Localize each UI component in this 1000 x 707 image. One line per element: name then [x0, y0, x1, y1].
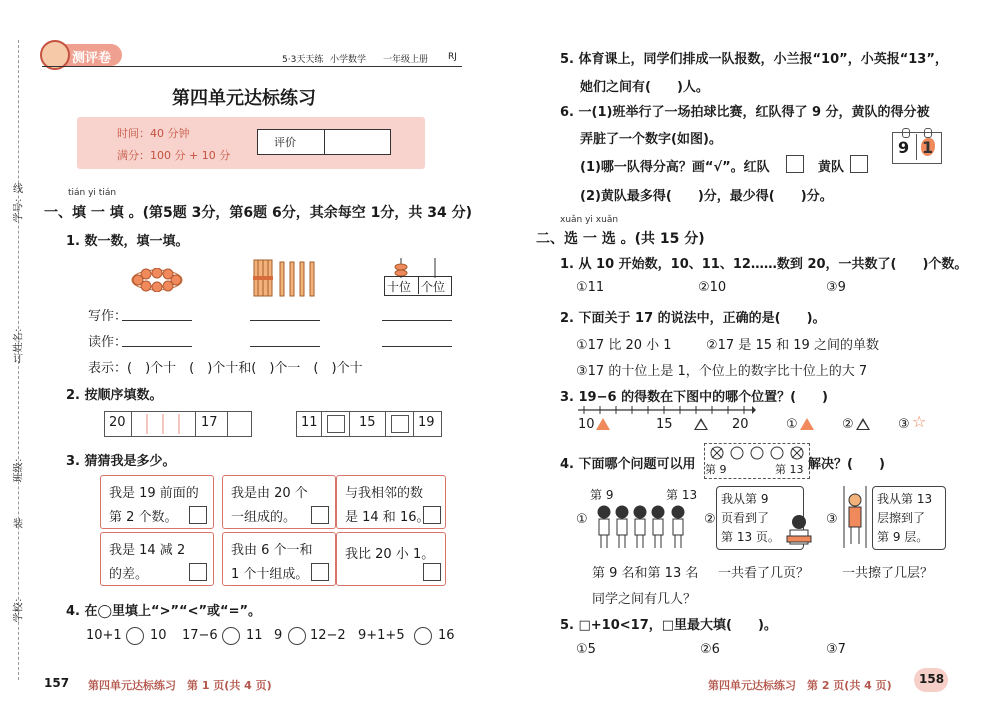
- gutter-number-label: 学号：: [13, 192, 25, 223]
- compare-circle[interactable]: [222, 627, 240, 645]
- abacus-image: [384, 258, 452, 296]
- compare-expr: 17−6: [182, 628, 218, 643]
- write-blank-1[interactable]: [122, 320, 192, 321]
- q6-line1: 6. 一(1)班举行了一场拍球比赛，红队得了 9 分，黄队的得分被: [560, 105, 930, 120]
- triangle-option-icon: [800, 418, 814, 430]
- q6-line2: 弄脏了一个数字(如图)。: [580, 132, 722, 147]
- guess-text: 一组成的。: [231, 510, 297, 525]
- scoreboard-image: [892, 128, 942, 164]
- guess-answer-box[interactable]: [311, 506, 329, 524]
- seq2-blank[interactable]: [327, 415, 345, 433]
- compare-expr: 11: [246, 628, 263, 643]
- sticks-image: [252, 258, 322, 298]
- s2-q5-option[interactable]: ③7: [826, 642, 846, 657]
- guess-card: [222, 532, 336, 586]
- s2-q4-option[interactable]: ①: [576, 512, 588, 527]
- bubble-text: 页看到了: [721, 511, 770, 525]
- s2-q4-caption: 同学之间有几人？: [592, 592, 697, 607]
- s2-q5: 5. □+10<17，□里最大填( )。: [560, 618, 777, 633]
- guess-text: 我是 14 减 2: [109, 543, 186, 558]
- guess-text: 与我相邻的数: [345, 486, 424, 501]
- badge-label: 测评卷: [72, 51, 112, 66]
- guess-text: 第 2 个数。: [109, 510, 178, 525]
- s2-q4-option[interactable]: ③: [826, 512, 838, 527]
- header-subject: 小学数学: [330, 55, 367, 65]
- seq2-cell: 19: [418, 415, 435, 430]
- seq2-cell: 15: [359, 415, 376, 430]
- gutter-school-label: 学校：: [13, 592, 25, 623]
- show-row: 表示：( )个十 ( )个十和( )个一 ( )个十: [88, 361, 363, 376]
- window-cleaner-image: [840, 486, 870, 548]
- gutter-seal: 订: [13, 354, 23, 365]
- q5-line2: 她们之间有( )人。: [580, 80, 709, 95]
- right-page-badge: [914, 668, 948, 692]
- abacus-tens-label: 十位: [387, 280, 412, 294]
- s2-q4-b: 解决？( ): [808, 457, 885, 472]
- guess-text: 我是由 20 个: [231, 486, 308, 501]
- write-label: 写作：: [88, 309, 128, 324]
- q5-line1: 5. 体育课上，同学们排成一队报数，小兰报“10”，小英报“13”，: [560, 52, 948, 67]
- s2-q3: 3. 19−6 的得数在下图中的哪个位置？( ): [560, 390, 828, 405]
- guess-text: 我比 20 小 1。: [345, 547, 435, 562]
- s2-q4-caption: 一共擦了几层？: [842, 566, 934, 581]
- right-page-number: 158: [919, 672, 945, 686]
- bubble-text: 层擦到了: [877, 511, 926, 525]
- eval-box: [257, 129, 391, 155]
- gutter-class-label: 班级：: [13, 452, 25, 483]
- s2-q1-option[interactable]: ②10: [698, 280, 727, 295]
- write-blank-2[interactable]: [250, 320, 320, 321]
- compare-expr: 16: [438, 628, 455, 643]
- tick-label: 10: [578, 417, 595, 432]
- bubble-text: 我从第 9: [721, 492, 769, 506]
- guess-answer-box[interactable]: [189, 563, 207, 581]
- read-blank-3[interactable]: [382, 346, 452, 347]
- header-grade: 一年级上册: [383, 55, 429, 65]
- s2-q4-caption: 第 9 名和第 13 名: [592, 566, 699, 581]
- badge-left-label: 第 9: [705, 463, 727, 476]
- q3-stem: 3. 猜猜我是多少。: [66, 454, 176, 469]
- guess-text: 我是 19 前面的: [109, 486, 199, 501]
- info-box: [77, 117, 425, 169]
- header-edition: RJ: [448, 52, 457, 62]
- header-series: 5·3天天练: [282, 55, 324, 65]
- children-line-image: [594, 504, 698, 550]
- bubble-text: 我从第 13: [877, 492, 933, 506]
- hollow-triangle-option-icon: [856, 418, 870, 430]
- compare-circle[interactable]: [288, 627, 306, 645]
- guess-answer-box[interactable]: [423, 506, 441, 524]
- sequence-2: [296, 411, 442, 437]
- gutter-seal: 线: [13, 184, 23, 195]
- compare-expr: 10+1: [86, 628, 122, 643]
- write-blank-3[interactable]: [382, 320, 452, 321]
- sec1-title: 一、填 一 填 。(第5题 3分，第6题 6分，其余每空 1分，共 34 分): [44, 205, 472, 221]
- compare-expr: 9: [274, 628, 283, 643]
- guess-card: [336, 475, 446, 529]
- q4-stem: 4. 在◯里填上“>”“<”或“=”。: [66, 604, 262, 619]
- gutter-name-label: 姓名：: [13, 322, 25, 353]
- guess-text: 1 个十组成。: [231, 567, 309, 582]
- guess-card: [336, 532, 446, 586]
- guess-card: [100, 532, 214, 586]
- seq2-cell: 11: [301, 415, 318, 430]
- tick-label: 20: [732, 417, 749, 432]
- guess-answer-box[interactable]: [189, 506, 207, 524]
- compare-expr: 9+1+5: [358, 628, 405, 643]
- circles-diagram: [704, 443, 810, 479]
- s2-q2: 2. 下面关于 17 的说法中，正确的是( )。: [560, 311, 826, 326]
- seq1-cell: 17: [201, 415, 218, 430]
- bubble-text: 第 13 页。: [721, 530, 780, 544]
- compare-circle[interactable]: [126, 627, 144, 645]
- abacus-ones-label: 个位: [421, 280, 446, 294]
- binding-gutter: [0, 0, 30, 707]
- s2-q3-option[interactable]: ②: [842, 417, 854, 432]
- yellow-team-label: 黄队: [818, 160, 845, 175]
- page-title: 第四单元达标练习: [172, 88, 316, 109]
- s2-q4-option[interactable]: ②: [704, 512, 716, 527]
- guess-answer-box[interactable]: [311, 563, 329, 581]
- s2-q2-option[interactable]: ③17 的十位上是 1，个位上的数字比十位上的大 7: [576, 364, 868, 379]
- s2-q3-option[interactable]: ①: [786, 417, 798, 432]
- kid-label: 第 9: [590, 488, 614, 502]
- eval-label: 评价: [274, 136, 296, 149]
- triangle-marker-icon: [596, 418, 610, 430]
- read-label: 读作：: [88, 335, 128, 350]
- seq1-cell: 20: [109, 415, 126, 430]
- s2-q4-a: 4. 下面哪个问题可以用: [560, 457, 696, 472]
- score-info: 满分：100 分 + 10 分: [117, 149, 231, 162]
- guess-text: 是 14 和 16。: [345, 510, 430, 525]
- scoreboard-tens: 9: [898, 138, 910, 157]
- read-blank-1[interactable]: [122, 346, 192, 347]
- compare-circle[interactable]: [414, 627, 432, 645]
- bubble-text: 第 9 层。: [877, 530, 929, 544]
- s2-q1-option[interactable]: ③9: [826, 280, 846, 295]
- left-footer-text: 第四单元达标练习 第 1 页(共 4 页): [88, 679, 272, 692]
- speech-bubble: [872, 486, 946, 550]
- guess-card: [222, 475, 336, 529]
- s2-q2-option[interactable]: ①17 比 20 小 1: [576, 338, 672, 353]
- guess-answer-box[interactable]: [423, 563, 441, 581]
- s2-q2-option[interactable]: ②17 是 15 和 19 之间的单数: [706, 338, 879, 353]
- s2-q1-option[interactable]: ①11: [576, 280, 605, 295]
- tick-label: 15: [656, 417, 673, 432]
- s2-q1: 1. 从 10 开始数，10、11、12……数到 20，一共数了( )个数。: [560, 257, 968, 272]
- s2-q4-caption: 一共看了几页？: [718, 566, 810, 581]
- yellow-team-checkbox[interactable]: [850, 155, 868, 173]
- star-option-icon: ☆: [912, 412, 927, 431]
- right-footer-text: 第四单元达标练习 第 2 页(共 4 页): [708, 679, 892, 692]
- q6-sub2: (2)黄队最多得( )分，最少得( )分。: [580, 189, 833, 204]
- kid-label: 第 13: [666, 488, 698, 502]
- guess-card: [100, 475, 214, 529]
- s2-q5-option[interactable]: ①5: [576, 642, 596, 657]
- number-line: [576, 404, 756, 432]
- s2-q5-option[interactable]: ②6: [700, 642, 720, 657]
- read-blank-2[interactable]: [250, 346, 320, 347]
- guess-text: 我由 6 个一和: [231, 543, 313, 558]
- compare-expr: 10: [150, 628, 167, 643]
- bead-ring-image: [130, 268, 184, 292]
- header-badge: [42, 44, 122, 66]
- q1-stem: 1. 数一数，填一填。: [66, 234, 189, 249]
- gutter-seal: 装: [13, 519, 23, 530]
- hollow-triangle-marker-icon: [694, 418, 708, 430]
- scoreboard-ones: 1: [922, 138, 934, 157]
- guess-text: 的差。: [109, 567, 149, 582]
- reading-girl-image: [784, 514, 814, 548]
- time-info: 时间：40 分钟: [117, 127, 190, 140]
- q6-sub1: (1)哪一队得分高？画“√”。红队: [580, 160, 770, 175]
- seq2-blank[interactable]: [391, 415, 409, 433]
- q2-stem: 2. 按顺序填数。: [66, 388, 163, 403]
- sec1-pinyin: tián yi tián: [68, 188, 117, 198]
- sec2-title: 二、选 一 选 。(共 15 分): [536, 231, 705, 247]
- seq1-blank[interactable]: [132, 414, 194, 434]
- compare-expr: 12−2: [310, 628, 346, 643]
- red-team-checkbox[interactable]: [786, 155, 804, 173]
- sequence-1: [104, 411, 252, 437]
- badge-right-label: 第 13: [775, 463, 804, 476]
- sec2-pinyin: xuǎn yi xuǎn: [560, 215, 619, 225]
- left-page-number: 157: [44, 676, 70, 690]
- s2-q3-option[interactable]: ③: [898, 417, 910, 432]
